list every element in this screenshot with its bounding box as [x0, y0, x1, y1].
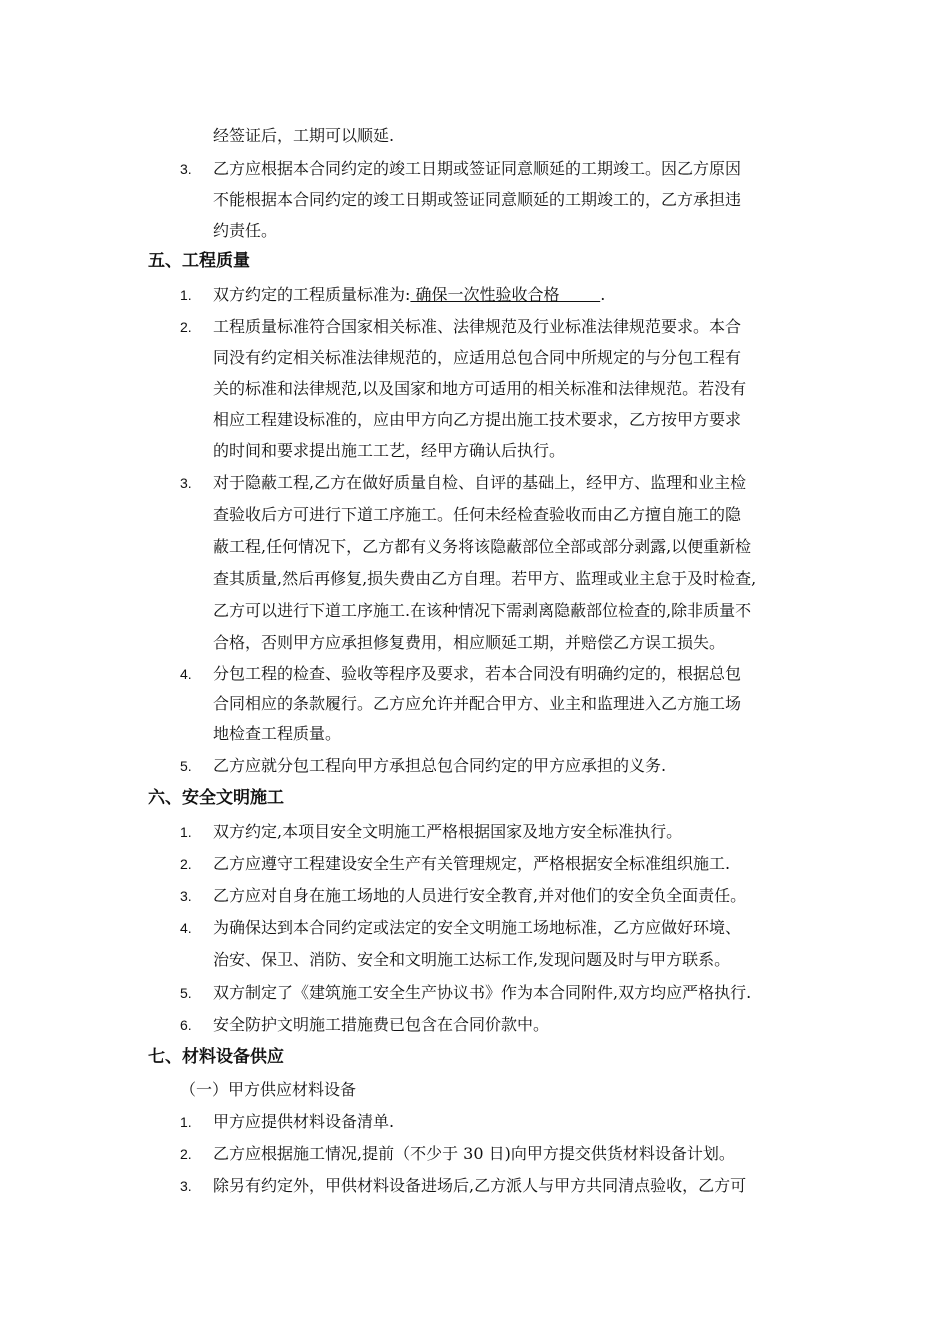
- s6-item-4-line-2: 治安、保卫、消防、安全和文明施工达标工作,发现问题及时与甲方联系。: [213, 950, 731, 969]
- s7-subheading: （一）甲方供应材料设备: [180, 1080, 357, 1099]
- s5-item-3-number: 3.: [180, 475, 192, 491]
- s6-item-2-line-1: 乙方应遵守工程建设安全生产有关管理规定，严格根据安全标准组织施工.: [213, 854, 731, 873]
- s4-item-3-line-3: 约责任。: [213, 221, 278, 240]
- s5-item-2-line-5: 的时间和要求提出施工工艺，经甲方确认后执行。: [213, 441, 566, 460]
- s5-item-3-line-6: 合格，否则甲方应承担修复费用，相应顺延工期，并赔偿乙方误工损失。: [213, 633, 726, 652]
- section-6-heading: 六、安全文明施工: [148, 788, 284, 808]
- s7-item-1-number: 1.: [180, 1114, 192, 1130]
- s7-item-2-number: 2.: [180, 1146, 192, 1162]
- s4-item-3-number: 3.: [180, 161, 192, 177]
- s5-item-4-line-3: 地检查工程质量。: [213, 724, 342, 743]
- s5-item-4-line-2: 合同相应的条款履行。乙方应允许并配合甲方、业主和监理进入乙方施工场: [213, 694, 742, 713]
- quality-standard-value: 确保一次性验收合格: [410, 285, 601, 304]
- s5-item-1-number: 1.: [180, 287, 192, 303]
- s7-item-1-line-1: 甲方应提供材料设备清单.: [213, 1112, 395, 1131]
- s5-item-2-line-2: 同没有约定相关标准法律规范的，应适用总包合同中所规定的与分包工程有: [213, 348, 742, 367]
- s6-item-6-line-1: 安全防护文明施工措施费已包含在合同价款中。: [213, 1015, 550, 1034]
- s4-item-3-line-1: 乙方应根据本合同约定的竣工日期或签证同意顺延的工期竣工。因乙方原因: [213, 159, 742, 178]
- s6-item-3-number: 3.: [180, 888, 192, 904]
- s6-item-4-line-1: 为确保达到本合同约定或法定的安全文明施工场地标准，乙方应做好环境、: [213, 918, 742, 937]
- s5-item-3-line-4: 查其质量,然后再修复,损失费由乙方自理。若甲方、监理或业主怠于及时检查,: [213, 569, 757, 588]
- s6-item-2-number: 2.: [180, 856, 192, 872]
- s6-item-4-number: 4.: [180, 920, 192, 936]
- s5-item-3-line-1: 对于隐蔽工程,乙方在做好质量自检、自评的基础上，经甲方、监理和业主检: [213, 473, 747, 492]
- s5-item-2-line-3: 关的标准和法律规范,以及国家和地方可适用的相关标准和法律规范。若没有: [213, 379, 747, 398]
- s4-item-3-line-2: 不能根据本合同约定的竣工日期或签证同意顺延的工期竣工的，乙方承担违: [213, 190, 742, 209]
- s5-item-3-line-2: 查验收后方可进行下道工序施工。任何未经检查验收而由乙方擅自施工的隐: [213, 505, 742, 524]
- s5-item-4-line-1: 分包工程的检查、验收等程序及要求，若本合同没有明确约定的，根据总包: [213, 664, 742, 683]
- s5-item-4-number: 4.: [180, 666, 192, 682]
- s5-item-3-line-5: 乙方可以进行下道工序施工.在该种情况下需剥离隐蔽部位检查的,除非质量不: [213, 601, 752, 620]
- s5-item-2-number: 2.: [180, 319, 192, 335]
- section-7-heading: 七、材料设备供应: [148, 1047, 284, 1067]
- s6-item-1-line-1: 双方约定,本项目安全文明施工严格根据国家及地方安全标准执行。: [213, 822, 683, 841]
- quality-standard-end: .: [600, 285, 606, 304]
- s6-item-3-line-1: 乙方应对自身在施工场地的人员进行安全教育,并对他们的安全负全面责任。: [213, 886, 747, 905]
- s4-continuation-line: 经签证后，工期可以顺延.: [213, 126, 395, 145]
- section-5-heading: 五、工程质量: [148, 251, 250, 271]
- s7-item-3-line-1: 除另有约定外，甲供材料设备进场后,乙方派人与甲方共同清点验收，乙方可: [213, 1176, 747, 1195]
- s6-item-5-number: 5.: [180, 985, 192, 1001]
- s6-item-6-number: 6.: [180, 1017, 192, 1033]
- s5-item-5-number: 5.: [180, 758, 192, 774]
- s6-item-1-number: 1.: [180, 824, 192, 840]
- s5-item-2-line-1: 工程质量标准符合国家相关标准、法律规范及行业标准法律规范要求。本合: [213, 317, 742, 336]
- s7-item-3-number: 3.: [180, 1178, 192, 1194]
- s5-item-5-line-1: 乙方应就分包工程向甲方承担总包合同约定的甲方应承担的义务.: [213, 756, 667, 775]
- s7-item-2-line-1: 乙方应根据施工情况,提前（不少于 30 日)向甲方提交供货材料设备计划。: [213, 1144, 735, 1163]
- s5-item-3-line-3: 蔽工程,任何情况下，乙方都有义务将该隐蔽部位全部或部分剥露,以便重新检: [213, 537, 752, 556]
- s5-item-1-line: [213, 285, 605, 305]
- s5-item-2-line-4: 相应工程建设标准的，应由甲方向乙方提出施工技术要求，乙方按甲方要求: [213, 410, 742, 429]
- s6-item-5-line-1: 双方制定了《建筑施工安全生产协议书》作为本合同附件,双方均应严格执行.: [213, 983, 752, 1002]
- quality-standard-label: 双方约定的工程质量标准为:: [213, 285, 411, 304]
